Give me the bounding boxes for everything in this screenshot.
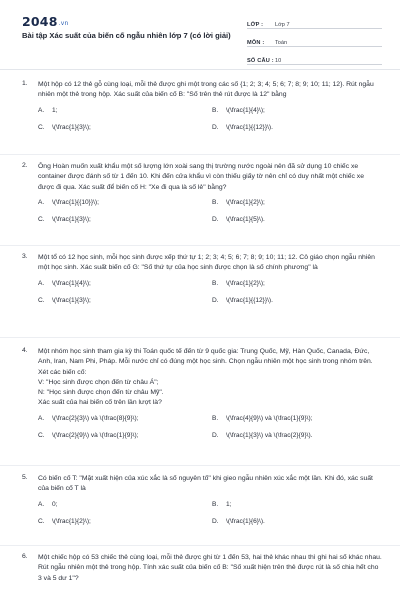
answer-letter: B. xyxy=(212,106,219,114)
answer-option-a[interactable] xyxy=(38,415,139,422)
header xyxy=(22,14,382,66)
answer-text: \(\frac{1}{2}\); xyxy=(226,198,265,206)
answer-option-d[interactable] xyxy=(212,518,265,525)
answer-letter: A. xyxy=(38,106,45,114)
brand-name: 2048 xyxy=(22,14,58,29)
question-1 xyxy=(22,80,382,139)
answer-text: \(\frac{1}{{10}}\); xyxy=(52,198,99,206)
answer-letter: A. xyxy=(38,279,45,287)
answer-option-d[interactable] xyxy=(212,216,265,223)
brand-logo[interactable] xyxy=(22,14,68,29)
answer-letter: C. xyxy=(38,123,45,131)
answer-text: \(\frac{1}{4}\); xyxy=(52,279,91,287)
answer-option-c[interactable] xyxy=(38,124,91,131)
answer-option-a[interactable] xyxy=(38,107,58,114)
answer-option-b[interactable] xyxy=(212,501,232,508)
page-title: Bài tập Xác suất của biến cố ngẫu nhiên lớp 7 (có lời giải) xyxy=(22,31,231,40)
meta-label: LỚP : xyxy=(247,22,264,28)
question-2 xyxy=(22,162,382,231)
question-divider xyxy=(0,154,400,155)
answer-letter: B. xyxy=(212,500,219,508)
answer-text: 1; xyxy=(52,106,58,114)
answer-option-a[interactable] xyxy=(38,280,91,287)
answer-text: \(\frac{2}{3}\) và \(\frac{8}{9}\); xyxy=(52,414,139,422)
answer-text: \(\frac{1}{{12}}\). xyxy=(226,296,273,304)
question-number: 4. xyxy=(22,347,28,354)
answer-options xyxy=(38,501,382,533)
question-text: Một chiếc hộp có 53 chiếc thẻ cùng loại, mỗi thẻ được ghi từ 1 đến 53, hai thẻ khác nhau thì ghi hai số khác nhau. Rút ngẫu nhiên một thẻ trong hộp. Tính xác suất của biến cố B: "Số xuất hiện trên thẻ được rút là số chia hết cho 3 và 5 dư 1"? xyxy=(38,554,382,582)
answer-option-c[interactable] xyxy=(38,297,91,304)
answer-letter: A. xyxy=(38,198,45,206)
question-number: 5. xyxy=(22,474,28,481)
answer-option-c[interactable] xyxy=(38,518,91,525)
question-4 xyxy=(22,347,382,447)
answer-option-d[interactable] xyxy=(212,124,273,131)
answer-text: \(\frac{2}{9}\) và \(\frac{1}{9}\); xyxy=(52,431,139,439)
brand-suffix: .vn xyxy=(58,20,69,27)
question-text: Một nhóm học sinh tham gia kỳ thi Toán quốc tế đến từ 9 quốc gia: Trung Quốc, Mỹ, Hàn Quốc, Canada, Đức, Anh, Iran, Nam Phi, Pháp. Mỗi nước chỉ có đúng một học sinh. Chọn ngẫu nhiên một học sinh trong nhóm trên. Xét các biến cố: V: "Học sinh được chọn đến từ châu Á"; N: "Học sinh được chọn đến từ châu Mỹ". Xác suất của hai biến cố trên lần lượt là? xyxy=(38,348,373,407)
answer-letter: B. xyxy=(212,198,219,206)
question-5 xyxy=(22,474,382,533)
answer-text: \(\frac{1}{2}\); xyxy=(52,517,91,525)
question-3 xyxy=(22,253,382,312)
answer-option-b[interactable] xyxy=(212,415,313,422)
question-divider xyxy=(0,545,400,546)
meta-row-count xyxy=(247,50,382,65)
answer-letter: A. xyxy=(38,500,45,508)
answer-option-a[interactable] xyxy=(38,501,58,508)
answer-text: 0; xyxy=(52,500,58,508)
answer-text: \(\frac{1}{3}\); xyxy=(52,296,91,304)
answer-letter: D. xyxy=(212,123,219,131)
meta-value: Lớp 7 xyxy=(275,22,290,28)
answer-text: \(\frac{4}{9}\) và \(\frac{1}{9}\); xyxy=(226,414,313,422)
question-number: 1. xyxy=(22,80,28,87)
answer-option-b[interactable] xyxy=(212,199,265,206)
answer-text: \(\frac{1}{3}\); xyxy=(52,215,91,223)
answer-text: \(\frac{1}{3}\) và \(\frac{2}{9}\). xyxy=(226,431,313,439)
meta-value: 10 xyxy=(275,58,282,64)
answer-letter: D. xyxy=(212,517,219,525)
answer-letter: A. xyxy=(38,414,45,422)
answer-text: 1; xyxy=(226,500,232,508)
meta-row-class xyxy=(247,14,382,29)
answer-option-c[interactable] xyxy=(38,432,139,439)
answer-options xyxy=(38,107,382,139)
meta-row-subject xyxy=(247,32,382,47)
answer-option-c[interactable] xyxy=(38,216,91,223)
answer-letter: C. xyxy=(38,215,45,223)
meta-info xyxy=(247,14,382,68)
header-divider xyxy=(0,69,400,70)
answer-text: \(\frac{1}{2}\); xyxy=(226,279,265,287)
question-number: 3. xyxy=(22,253,28,260)
answer-option-d[interactable] xyxy=(212,297,273,304)
answer-letter: B. xyxy=(212,279,219,287)
answer-options xyxy=(38,415,382,447)
answer-option-b[interactable] xyxy=(212,107,265,114)
answer-option-b[interactable] xyxy=(212,280,265,287)
question-divider xyxy=(0,337,400,338)
question-6 xyxy=(22,553,382,584)
meta-value: Toán xyxy=(275,40,288,46)
answer-letter: D. xyxy=(212,215,219,223)
answer-letter: B. xyxy=(212,414,219,422)
answer-letter: C. xyxy=(38,296,45,304)
answer-letter: C. xyxy=(38,517,45,525)
question-text: Một hộp có 12 thẻ gỗ cùng loại, mỗi thẻ được ghi một trong các số {1; 2; 3; 4; 5; 6; 7; 8; 9; 10; 11; 12}. Rút ngẫu nhiên một thẻ trong hộp. Xác suất của biến cố B: "Số trên thẻ rút được là 12" bằng xyxy=(38,81,374,99)
question-text: Ông Hoàn muốn xuất khẩu một số lượng lớn xoài sang thị trường nước ngoài nên đã sử dụng 10 chiếc xe container được đánh số từ 1 đến 10. Khi đến cửa khẩu vì còn thiếu giấy tờ nên chỉ có duy nhất một chiếc xe được đi qua. Xác suất để biến cố H: "Xe đi qua là số lẻ" bằng? xyxy=(38,163,364,191)
answer-text: \(\frac{1}{{12}}\). xyxy=(226,123,273,131)
answer-text: \(\frac{1}{6}\). xyxy=(226,517,265,525)
answer-options xyxy=(38,280,382,312)
meta-label: MÔN : xyxy=(247,40,265,46)
question-text: Có biến cố T: "Mặt xuất hiện của xúc xắc là số nguyên tố" khi gieo ngẫu nhiên xúc xắc một lần. Khi đó, xác suất của biến cố T là xyxy=(38,475,373,493)
answer-options xyxy=(38,199,382,231)
answer-text: \(\frac{1}{4}\); xyxy=(226,106,265,114)
question-number: 2. xyxy=(22,162,28,169)
question-divider xyxy=(0,465,400,466)
answer-text: \(\frac{1}{3}\); xyxy=(52,123,91,131)
answer-letter: D. xyxy=(212,431,219,439)
answer-letter: D. xyxy=(212,296,219,304)
answer-text: \(\frac{1}{5}\). xyxy=(226,215,265,223)
question-text: Một tổ có 12 học sinh, mỗi học sinh được xếp thứ tự 1; 2; 3; 4; 5; 6; 7; 8; 9; 10; 11; 12. Cô giáo chọn ngẫu nhiên một học sinh. Xác suất biến cố G: "Số thứ tự của học sinh được chọn là số chính phương" là xyxy=(38,254,375,272)
answer-option-a[interactable] xyxy=(38,199,99,206)
question-divider xyxy=(0,245,400,246)
answer-option-d[interactable] xyxy=(212,432,313,439)
answer-letter: C. xyxy=(38,431,45,439)
question-number: 6. xyxy=(22,553,28,560)
meta-label: SỐ CÂU : xyxy=(247,58,274,64)
